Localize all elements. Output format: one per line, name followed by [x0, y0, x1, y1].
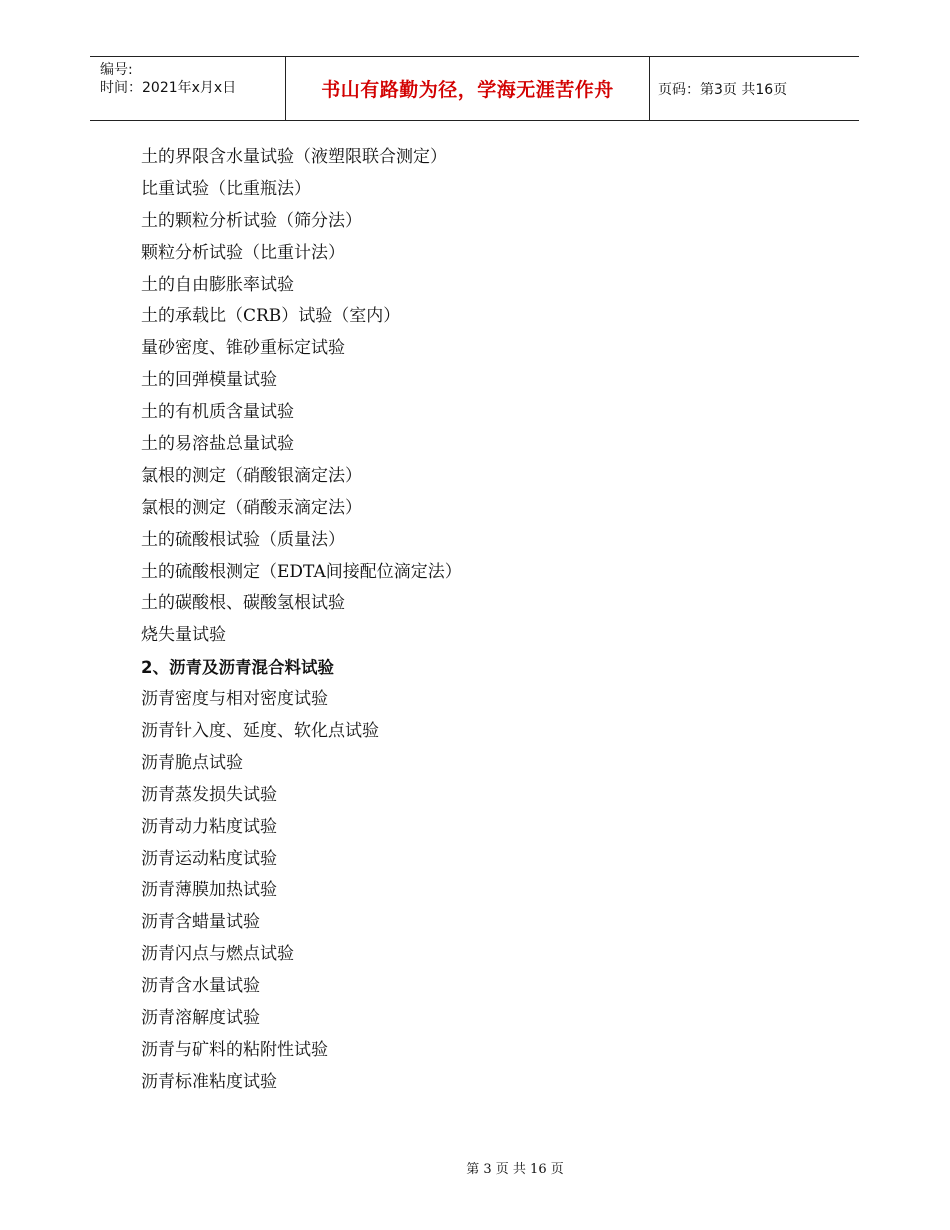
- list-item: 比重试验（比重瓶法）: [141, 178, 311, 199]
- list-item: 沥青含蜡量试验: [141, 912, 260, 933]
- header-divider: [649, 57, 650, 120]
- list-item: 土的硫酸根测定（EDTA间接配位滴定法）: [141, 561, 462, 582]
- list-item: 土的碳酸根、碳酸氢根试验: [141, 593, 345, 614]
- list-item: 颗粒分析试验（比重计法）: [141, 242, 345, 263]
- list-item: 烧失量试验: [141, 625, 226, 646]
- list-item: 土的界限含水量试验（液塑限联合测定）: [141, 147, 447, 167]
- test-item-list: [141, 142, 462, 1099]
- header-motto: 书山有路勤为径，学海无涯苦作舟: [321, 79, 614, 101]
- list-item: 沥青密度与相对密度试验: [141, 689, 328, 710]
- list-item: 沥青运动粘度试验: [141, 848, 277, 869]
- list-item: 沥青脆点试验: [141, 752, 243, 773]
- list-item: 沥青针入度、延度、软化点试验: [141, 721, 379, 742]
- list-item: 土的易溶盐总量试验: [141, 434, 294, 455]
- list-item: 量砂密度、锥砂重标定试验: [141, 338, 345, 359]
- list-item: 土的承载比（CRB）试验（室内）: [141, 306, 401, 327]
- list-item: 沥青标准粘度试验: [141, 1071, 277, 1092]
- list-item: 土的颗粒分析试验（筛分法）: [141, 210, 362, 231]
- page-header: [90, 56, 859, 121]
- header-page-info: 页码：第3页 共16页: [658, 81, 788, 98]
- list-item: 土的自由膨胀率试验: [141, 274, 294, 295]
- list-item: 土的有机质含量试验: [141, 402, 294, 423]
- number-label: 编号:: [100, 62, 133, 78]
- page-footer: 第 3 页 共 16 页: [466, 1162, 564, 1177]
- list-item: 土的回弹模量试验: [141, 370, 277, 391]
- list-item: 沥青蒸发损失试验: [141, 784, 277, 805]
- list-item: 氯根的测定（硝酸汞滴定法）: [141, 497, 362, 518]
- list-item: 沥青溶解度试验: [141, 1008, 260, 1029]
- header-meta: [100, 61, 236, 97]
- list-item: 沥青动力粘度试验: [141, 816, 277, 837]
- list-item: 氯根的测定（硝酸银滴定法）: [141, 465, 362, 486]
- list-item: 沥青含水量试验: [141, 976, 260, 997]
- list-item: 土的硫酸根试验（质量法）: [141, 529, 345, 550]
- section-heading: 2、沥青及沥青混合料试验: [141, 658, 334, 678]
- list-item: 沥青薄膜加热试验: [141, 880, 277, 901]
- list-item: 沥青与矿料的粘附性试验: [141, 1039, 328, 1060]
- list-item: 沥青闪点与燃点试验: [141, 944, 294, 965]
- time-label: 时间：2021年x月x日: [100, 80, 237, 96]
